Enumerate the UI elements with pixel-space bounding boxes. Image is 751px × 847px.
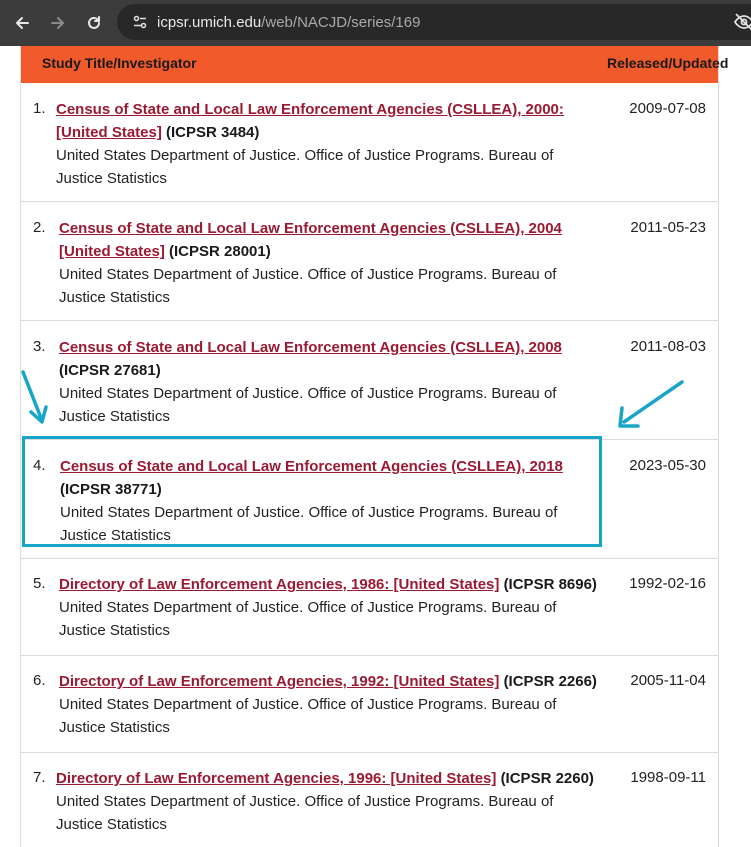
release-date: 1998-09-11 [630,769,706,786]
column-header-title[interactable]: Study Title/Investigator [42,55,197,71]
investigator: United States Department of Justice. Office of Justice Programs. Bureau of Justice Statistics [59,696,557,736]
release-date: 1992-02-16 [629,575,706,592]
icpsr-number: (ICPSR 2260) [500,770,594,787]
icpsr-number: (ICPSR 38771) [60,481,162,498]
table-row [21,559,718,656]
release-date: 2005-11-04 [630,672,706,689]
table-row [21,83,718,202]
table-row [21,753,718,847]
release-date: 2023-05-30 [629,457,706,474]
row-number: 2. [33,219,46,236]
forward-icon[interactable] [41,6,75,40]
icpsr-number: (ICPSR 27681) [59,362,161,379]
browser-toolbar [0,0,751,46]
icpsr-number: (ICPSR 8696) [503,576,597,593]
icpsr-number: (ICPSR 3484) [166,124,260,141]
row-content [59,573,604,642]
row-number: 3. [33,338,46,355]
url-text[interactable] [157,14,420,31]
investigator: United States Department of Justice. Office of Justice Programs. Bureau of Justice Statistics [59,385,557,425]
row-content [56,767,601,836]
row-number: 5. [33,575,46,592]
table-row [21,202,718,321]
row-content [56,98,601,190]
icpsr-number: (ICPSR 28001) [169,243,271,260]
study-title-link[interactable]: Census of State and Local Law Enforcement Agencies (CSLLEA), 2004 [United States] [59,220,562,260]
address-bar[interactable] [117,4,751,40]
row-number: 6. [33,672,46,689]
release-date: 2009-07-08 [629,100,706,117]
study-title-link[interactable]: Census of State and Local Law Enforcement Agencies (CSLLEA), 2008 [59,339,562,356]
row-content [59,670,604,739]
back-icon[interactable] [5,6,39,40]
table-header [21,46,729,83]
investigator: United States Department of Justice. Office of Justice Programs. Bureau of Justice Statistics [60,504,558,544]
row-number: 7. [33,769,46,786]
arrow-right-icon [610,376,690,432]
reload-icon[interactable] [77,6,111,40]
investigator: United States Department of Justice. Office of Justice Programs. Bureau of Justice Statistics [56,147,554,187]
column-header-date[interactable]: Released/Updated [607,55,729,71]
table-row [21,656,718,753]
release-date: 2011-08-03 [630,338,706,355]
site-settings-icon[interactable] [123,5,157,39]
study-title-link[interactable]: Directory of Law Enforcement Agencies, 1992: [United States] [59,673,500,690]
investigator: United States Department of Justice. Office of Justice Programs. Bureau of Justice Statistics [59,599,557,639]
highlight-box [22,436,602,547]
url-path: /web/NACJD/series/169 [261,13,421,31]
eye-off-icon[interactable] [733,11,751,33]
release-date: 2011-05-23 [630,219,706,236]
investigator: United States Department of Justice. Office of Justice Programs. Bureau of Justice Statistics [59,266,557,306]
row-number: 1. [33,100,46,117]
study-title-link[interactable]: Census of State and Local Law Enforcement Agencies (CSLLEA), 2018 [60,458,563,475]
url-host: icpsr.umich.edu [157,13,262,31]
row-content [59,217,604,309]
study-title-link[interactable]: Directory of Law Enforcement Agencies, 1986: [United States] [59,576,500,593]
investigator: United States Department of Justice. Office of Justice Programs. Bureau of Justice Statistics [56,793,554,833]
arrow-left-icon [18,368,50,428]
icpsr-number: (ICPSR 2266) [503,673,597,690]
study-title-link[interactable]: Directory of Law Enforcement Agencies, 1996: [United States] [56,770,497,787]
row-number: 4. [33,457,46,474]
study-title-link[interactable]: Census of State and Local Law Enforcement Agencies (CSLLEA), 2000: [United States] [56,101,564,141]
row-content [59,336,604,428]
